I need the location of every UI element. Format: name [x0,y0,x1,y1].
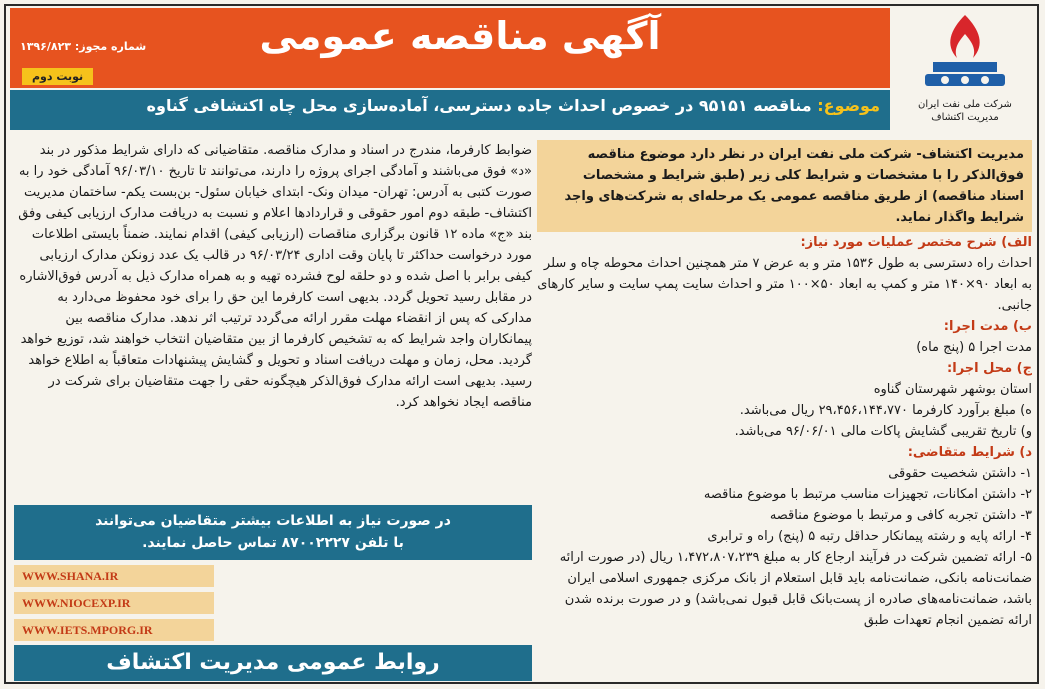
right-column [537,140,1032,631]
nioc-flame-logo-icon [905,10,1025,100]
website-list [14,565,214,646]
section-c-title: ج) محل اجرا: [947,361,1032,376]
permit-number: شماره مجوز: ۱۳۹۶/۸۲۳ [20,40,147,53]
subject-text: مناقصه ۹۵۱۵۱ در خصوص احداث جاده دسترسی، آماده‌سازی محل چاه اکتشافی گناوه [146,96,812,115]
subject-line [30,96,880,115]
notice-title: آگهی مناقصه عمومی [259,14,661,58]
intro-paragraph: مدیریت اکتشاف- شرکت ملی نفت ایران در نظر دارد موضوع مناقصه فوق‌الذکر را با مشخصات و شرایط کلی زیر (طبق شرایط و مشخصات اسناد مناقصه) از طریق مناقصه عمومی یک مرحله‌ای به شرکت‌های واجد شرایط واگذار نماید. [537,140,1032,232]
logo-caption-dept: مدیریت اکتشاف [931,112,999,123]
section-c-body: استان بوشهر شهرستان گناوه [873,382,1032,397]
section-d-title: د) شرایط متقاضی: [907,445,1032,460]
left-column [14,140,532,413]
website-link-niocexp[interactable]: WWW.NIOCEXP.IR [14,592,214,614]
list-item: ۳- داشتن تجربه کافی و مرتبط با موضوع مناقصه [769,508,1032,523]
section-b-title: ب) مدت اجرا: [943,319,1032,334]
subject-label: موضوع: [817,96,880,115]
section-h: ه) مبلغ برآورد کارفرما ۲۹،۴۵۶،۱۴۴،۷۷۰ ریال می‌باشد. [739,403,1032,418]
contact-line-1: در صورت نیاز به اطلاعات بیشتر متقاضیان می‌توانند [95,513,451,529]
website-link-iets[interactable]: WWW.IETS.MPORG.IR [14,619,214,641]
footer-signature: روابط عمومی مدیریت اکتشاف [14,645,532,681]
list-item: ۵- ارائه تضمین شرکت در فرآیند ارجاع کار به مبلغ ۱،۴۷۲،۸۰۷،۲۳۹ ریال (در صورت ارائه ضمانت‌نامه بانکی، ضمانت‌نامه باید قابل استعلام از بانک مرکزی جمهوری اسلامی ایران باشد، ضمانت‌نامه‌های صادره از پست‌بانک قابل قبول نمی‌باشد) و در صورت برنده شدن ارائه تضمین انجام تعهدات طبق [559,550,1032,628]
contact-box [14,505,532,560]
list-item: ۲- داشتن امکانات، تجهیزات مناسب مرتبط با موضوع مناقصه [703,487,1032,502]
section-v: و) تاریخ تقریبی گشایش پاکات مالی ۹۶/۰۶/۰۱ می‌باشد. [734,424,1032,439]
section-a-title: الف) شرح مختصر عملیات مورد نیاز: [800,235,1032,250]
website-link-shana[interactable]: WWW.SHANA.IR [14,565,214,587]
logo-caption-company: شرکت ملی نفت ایران [918,99,1012,110]
contact-line-2: با تلفن ۸۷۰۰۲۲۲۷ تماس حاصل نمایند. [142,535,404,551]
left-body-text: ضوابط کارفرما، مندرج در اسناد و مدارک مناقصه. متقاضیانی که دارای شرایط مذکور در بند «د» فوق می‌باشند و آمادگی اجرای پروژه را دارند، می‌توانند تا تاریخ ۹۶/۰۳/۱۰ آمادگی خود را به صورت کتبی به آدرس: تهران- میدان ونک- ابتدای خیابان سئول- بن‌بست یکم- ساختمان مدیریت اکتشاف- طبقه دوم امور حقوقی و قراردادها اعلام و نسبت به دریافت مدارک ارزیابی کیفی وفق بند «ج» ماده ۱۲ قانون برگزاری مناقصات (ارزیابی کیفی) اقدام نمایند. ضمناً بایستی اطلاعات مورد درخواست حداکثر تا پایان وقت اداری ۹۶/۰۳/۲۴ در قالب یک عدد زونکن مدارک ارزیابی کیفی برابر با اصل شده و دو حلقه لوح فشرده تهیه و به همراه مدارک ذیل به آدرس فوق‌الاشاره در مقابل رسید تحویل گردد. بدیهی است کارفرما این حق را برای خود محفوظ می‌دارد به مدارکی که پس از انقضاء مهلت مقرر ارائه می‌گردد ترتیب اثر ندهد. مدارک مناقصه بین پیمانکاران واجد شرایط که به تشخیص کارفرما از بین متقاضیان انتخاب خواهند شد، توزیع خواهد گردید. محل، زمان و مهلت دریافت اسناد و تحویل و گشایش پیشنهادات متعاقباً به اطلاع خواهد رسید. بدیهی است ارائه مدارک فوق‌الذکر هیچگونه حقی را جهت متقاضیان برای شرکت در مناقصه ایجاد نخواهد کرد. [18,143,532,410]
section-a-body: احداث راه دسترسی به طول ۱۵۳۶ متر و به عرض ۷ متر همچنین احداث محوطه چاه و سلر به ابعاد ۹۰×۱۴۰ متر و کمپ به ابعاد ۵۰×۱۰۰ متر و احداث سایت پمپ سایت و سایر کارهای جانبی. [537,256,1032,313]
list-item: ۴- ارائه پایه و رشته پیمانکار حداقل رتبه ۵ (پنج) راه و ترابری [707,529,1032,544]
logo-caption [900,98,1030,124]
round-badge: نوبت دوم [22,68,93,85]
list-item: ۱- داشتن شخصیت حقوقی [888,466,1032,481]
section-b-body: مدت اجرا ۵ (پنج ماه) [916,340,1032,355]
